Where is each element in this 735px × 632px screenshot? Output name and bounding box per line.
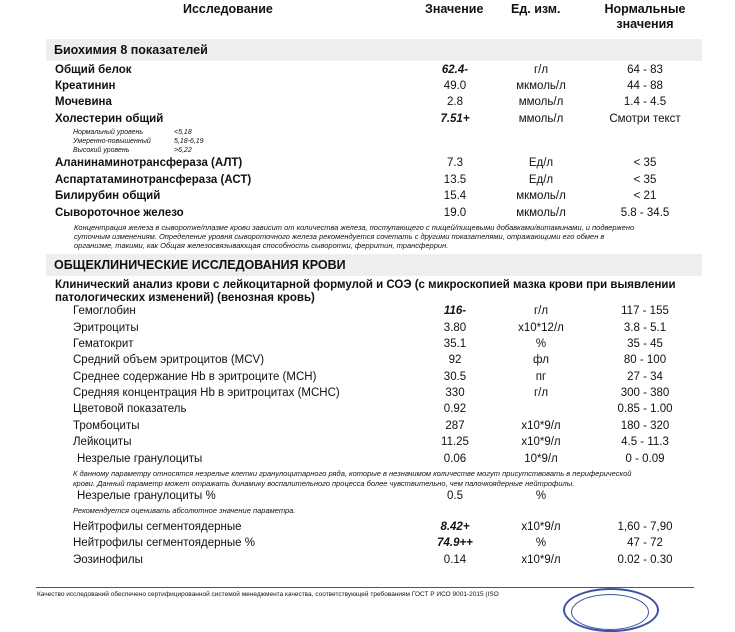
test-value: 8.42+ <box>440 521 470 533</box>
table-row <box>0 354 735 370</box>
test-name: Эритроциты <box>73 322 139 334</box>
test-norm: Смотри текст <box>609 113 681 125</box>
test-name: Нейтрофилы сегментоядерные % <box>73 537 255 549</box>
chol-level-label: Нормальный уровень <box>73 129 144 136</box>
table-row <box>0 490 735 506</box>
test-unit: Ед/л <box>528 174 554 186</box>
table-row <box>0 436 735 452</box>
test-norm: 117 - 155 <box>621 305 669 317</box>
test-norm: 64 - 83 <box>627 64 663 76</box>
test-unit: x10*9/л <box>521 521 561 533</box>
test-name: Гематокрит <box>73 338 134 350</box>
test-norm: 1,60 - 7,90 <box>617 521 673 533</box>
iron-note-line: организме, такими, как Общая железосвязывающая способность сыворотки, ферритин, трансферрин. <box>74 241 449 250</box>
test-value: 116- <box>443 305 467 317</box>
section-biochem <box>46 39 702 61</box>
test-value: 62.4- <box>441 64 469 76</box>
test-name: Среднее содержание Hb в эритроците (MCH) <box>73 371 317 383</box>
test-name: Гемоглобин <box>73 305 136 317</box>
test-value: 3.80 <box>443 322 467 334</box>
table-row <box>0 403 735 419</box>
test-value: 11.25 <box>441 436 469 448</box>
test-unit: г/л <box>533 305 549 317</box>
chol-level-label: Умеренно-повышенный <box>73 138 151 145</box>
test-name: Аспартатаминотрансфераза (АСТ) <box>55 174 252 186</box>
chol-level-range: >6,22 <box>174 147 192 154</box>
test-unit: 10*9/л <box>524 453 558 465</box>
test-name: Средний объем эритроцитов (MCV) <box>73 354 265 366</box>
test-unit: ммоль/л <box>518 96 564 108</box>
test-name: Лейкоциты <box>73 436 132 448</box>
test-value: 35.1 <box>443 338 467 350</box>
test-norm: 0 - 0.09 <box>625 453 665 465</box>
test-norm: 1.4 - 4.5 <box>623 96 667 108</box>
table-row <box>0 174 735 190</box>
test-value: 74.9++ <box>437 537 473 549</box>
test-unit: мкмоль/л <box>516 80 566 92</box>
test-unit: % <box>535 537 547 549</box>
abs-value-note: Рекомендуется оценивать абсолютное значение параметра. <box>73 506 296 515</box>
table-row <box>0 453 735 469</box>
test-value: 0.06 <box>443 453 467 465</box>
table-row <box>0 387 735 403</box>
table-row <box>0 521 735 537</box>
test-value: 330 <box>445 387 465 399</box>
test-value: 15.4 <box>443 190 467 202</box>
test-norm: 5.8 - 34.5 <box>620 207 670 219</box>
test-value: 0.14 <box>443 554 467 566</box>
test-value: 19.0 <box>443 207 467 219</box>
table-row <box>0 305 735 321</box>
test-unit: мкмоль/л <box>516 207 566 219</box>
immature-note-line: крови. Данный параметр может отражать динамику воспалительного процесса более чувствительно, чем палочкоядерные нейтрофилы. <box>73 479 575 488</box>
test-unit: x10*9/л <box>521 420 561 432</box>
footer-text: Качество исследований обеспечено сертифицированной системой менеджмента качества, соответствующей требованиям ГОСТ Р ИСО 9001-2015 (ISO <box>37 591 499 598</box>
test-name: Нейтрофилы сегментоядерные <box>73 521 242 533</box>
test-name: Мочевина <box>55 96 112 108</box>
test-name: Аланинаминотрансфераза (АЛТ) <box>55 157 243 169</box>
seal-stamp-inner <box>571 594 649 630</box>
test-name: Средняя концентрация Hb в эритроцитах (MCHC) <box>73 387 340 399</box>
test-norm: 27 - 34 <box>627 371 663 383</box>
test-unit: мкмоль/л <box>516 190 566 202</box>
test-norm: < 21 <box>633 190 657 202</box>
test-name: Общий белок <box>55 64 132 76</box>
test-value: 287 <box>445 420 465 432</box>
test-value: 92 <box>448 354 462 366</box>
test-unit: пг <box>535 371 547 383</box>
blood-subtitle-line1: Клинический анализ крови с лейкоцитарной формулой и СОЭ (с микроскопией мазка крови при выявлении <box>55 279 676 291</box>
test-value: 0.5 <box>447 490 463 502</box>
test-unit: ммоль/л <box>518 113 564 125</box>
chol-level-range: <5,18 <box>174 129 192 136</box>
column-header-test: Исследование <box>183 2 273 16</box>
test-norm: 3.8 - 5.1 <box>623 322 667 334</box>
immature-note-line: К данному параметру относятся незрелые клетки гранулоцитарного ряда, которые в незначимом количестве могут присутствовать в периферической <box>73 469 632 478</box>
blood-subtitle-line2: патологических изменений) (венозная кровь) <box>55 292 315 304</box>
section-biochem-title: Биохимия 8 показателей <box>54 43 208 57</box>
test-unit: % <box>535 490 547 502</box>
test-unit: x10*12/л <box>518 322 564 334</box>
table-row <box>0 371 735 387</box>
test-value: 49.0 <box>443 80 467 92</box>
test-value: 7.51+ <box>440 113 470 125</box>
test-unit: Ед/л <box>528 157 554 169</box>
table-row <box>0 554 735 570</box>
test-norm: < 35 <box>633 174 657 186</box>
footer-divider <box>36 587 694 588</box>
table-row <box>0 190 735 206</box>
table-row <box>0 420 735 436</box>
test-unit: г/л <box>533 64 549 76</box>
table-row <box>0 80 735 96</box>
test-value: 7.3 <box>447 157 463 169</box>
test-name: Билирубин общий <box>55 190 161 202</box>
test-name: Цветовой показатель <box>73 403 187 415</box>
iron-note-line: Концентрация железа в сыворотке/плазме крови зависит от количества железа, поступающего с пищей/пищевыми добавками/витаминами, и подвержено <box>74 223 635 232</box>
table-row <box>0 96 735 112</box>
chol-level-range: 5,18-6,19 <box>174 138 204 145</box>
test-value: 13.5 <box>443 174 467 186</box>
table-row <box>0 113 735 129</box>
test-unit: % <box>535 338 547 350</box>
test-norm: 35 - 45 <box>627 338 663 350</box>
test-norm: 47 - 72 <box>627 537 663 549</box>
test-norm: 300 - 380 <box>620 387 670 399</box>
test-value: 30.5 <box>443 371 467 383</box>
test-norm: 80 - 100 <box>623 354 667 366</box>
test-norm: 44 - 88 <box>627 80 663 92</box>
column-header-unit: Ед. изм. <box>511 2 561 16</box>
table-row <box>0 207 735 223</box>
test-unit: фл <box>533 354 549 366</box>
test-name: Незрелые гранулоциты <box>77 453 203 465</box>
table-row <box>0 338 735 354</box>
test-name: Тромбоциты <box>73 420 140 432</box>
table-row <box>0 537 735 553</box>
test-value: 0.92 <box>443 403 467 415</box>
test-norm: 0.85 - 1.00 <box>617 403 673 415</box>
test-unit: x10*9/л <box>521 554 561 566</box>
test-name: Креатинин <box>55 80 116 92</box>
test-name: Холестерин общий <box>55 113 164 125</box>
table-row <box>0 64 735 80</box>
test-norm: < 35 <box>633 157 657 169</box>
test-unit: x10*9/л <box>521 436 561 448</box>
test-norm: 180 - 320 <box>620 420 670 432</box>
test-name: Сывороточное железо <box>55 207 184 219</box>
column-header-norm-2: значения <box>616 17 674 31</box>
chol-level-label: Высокий уровень <box>73 147 130 154</box>
test-name: Эозинофилы <box>73 554 143 566</box>
column-header-norm-1: Нормальные <box>604 2 686 16</box>
test-unit: г/л <box>533 387 549 399</box>
test-value: 2.8 <box>447 96 463 108</box>
table-row <box>0 322 735 338</box>
column-header-value: Значение <box>425 2 484 16</box>
test-norm: 4.5 - 11.3 <box>621 436 669 448</box>
table-row <box>0 157 735 173</box>
test-norm: 0.02 - 0.30 <box>617 554 673 566</box>
section-blood-title: ОБЩЕКЛИНИЧЕСКИЕ ИССЛЕДОВАНИЯ КРОВИ <box>54 258 346 272</box>
section-blood <box>46 254 702 276</box>
iron-note-line: суточным изменениям. Определение уровня сывороточного железа рекомендуется сочетать с другими показателями, отражающими его обмен в <box>74 232 605 241</box>
test-name: Незрелые гранулоциты % <box>77 490 216 502</box>
